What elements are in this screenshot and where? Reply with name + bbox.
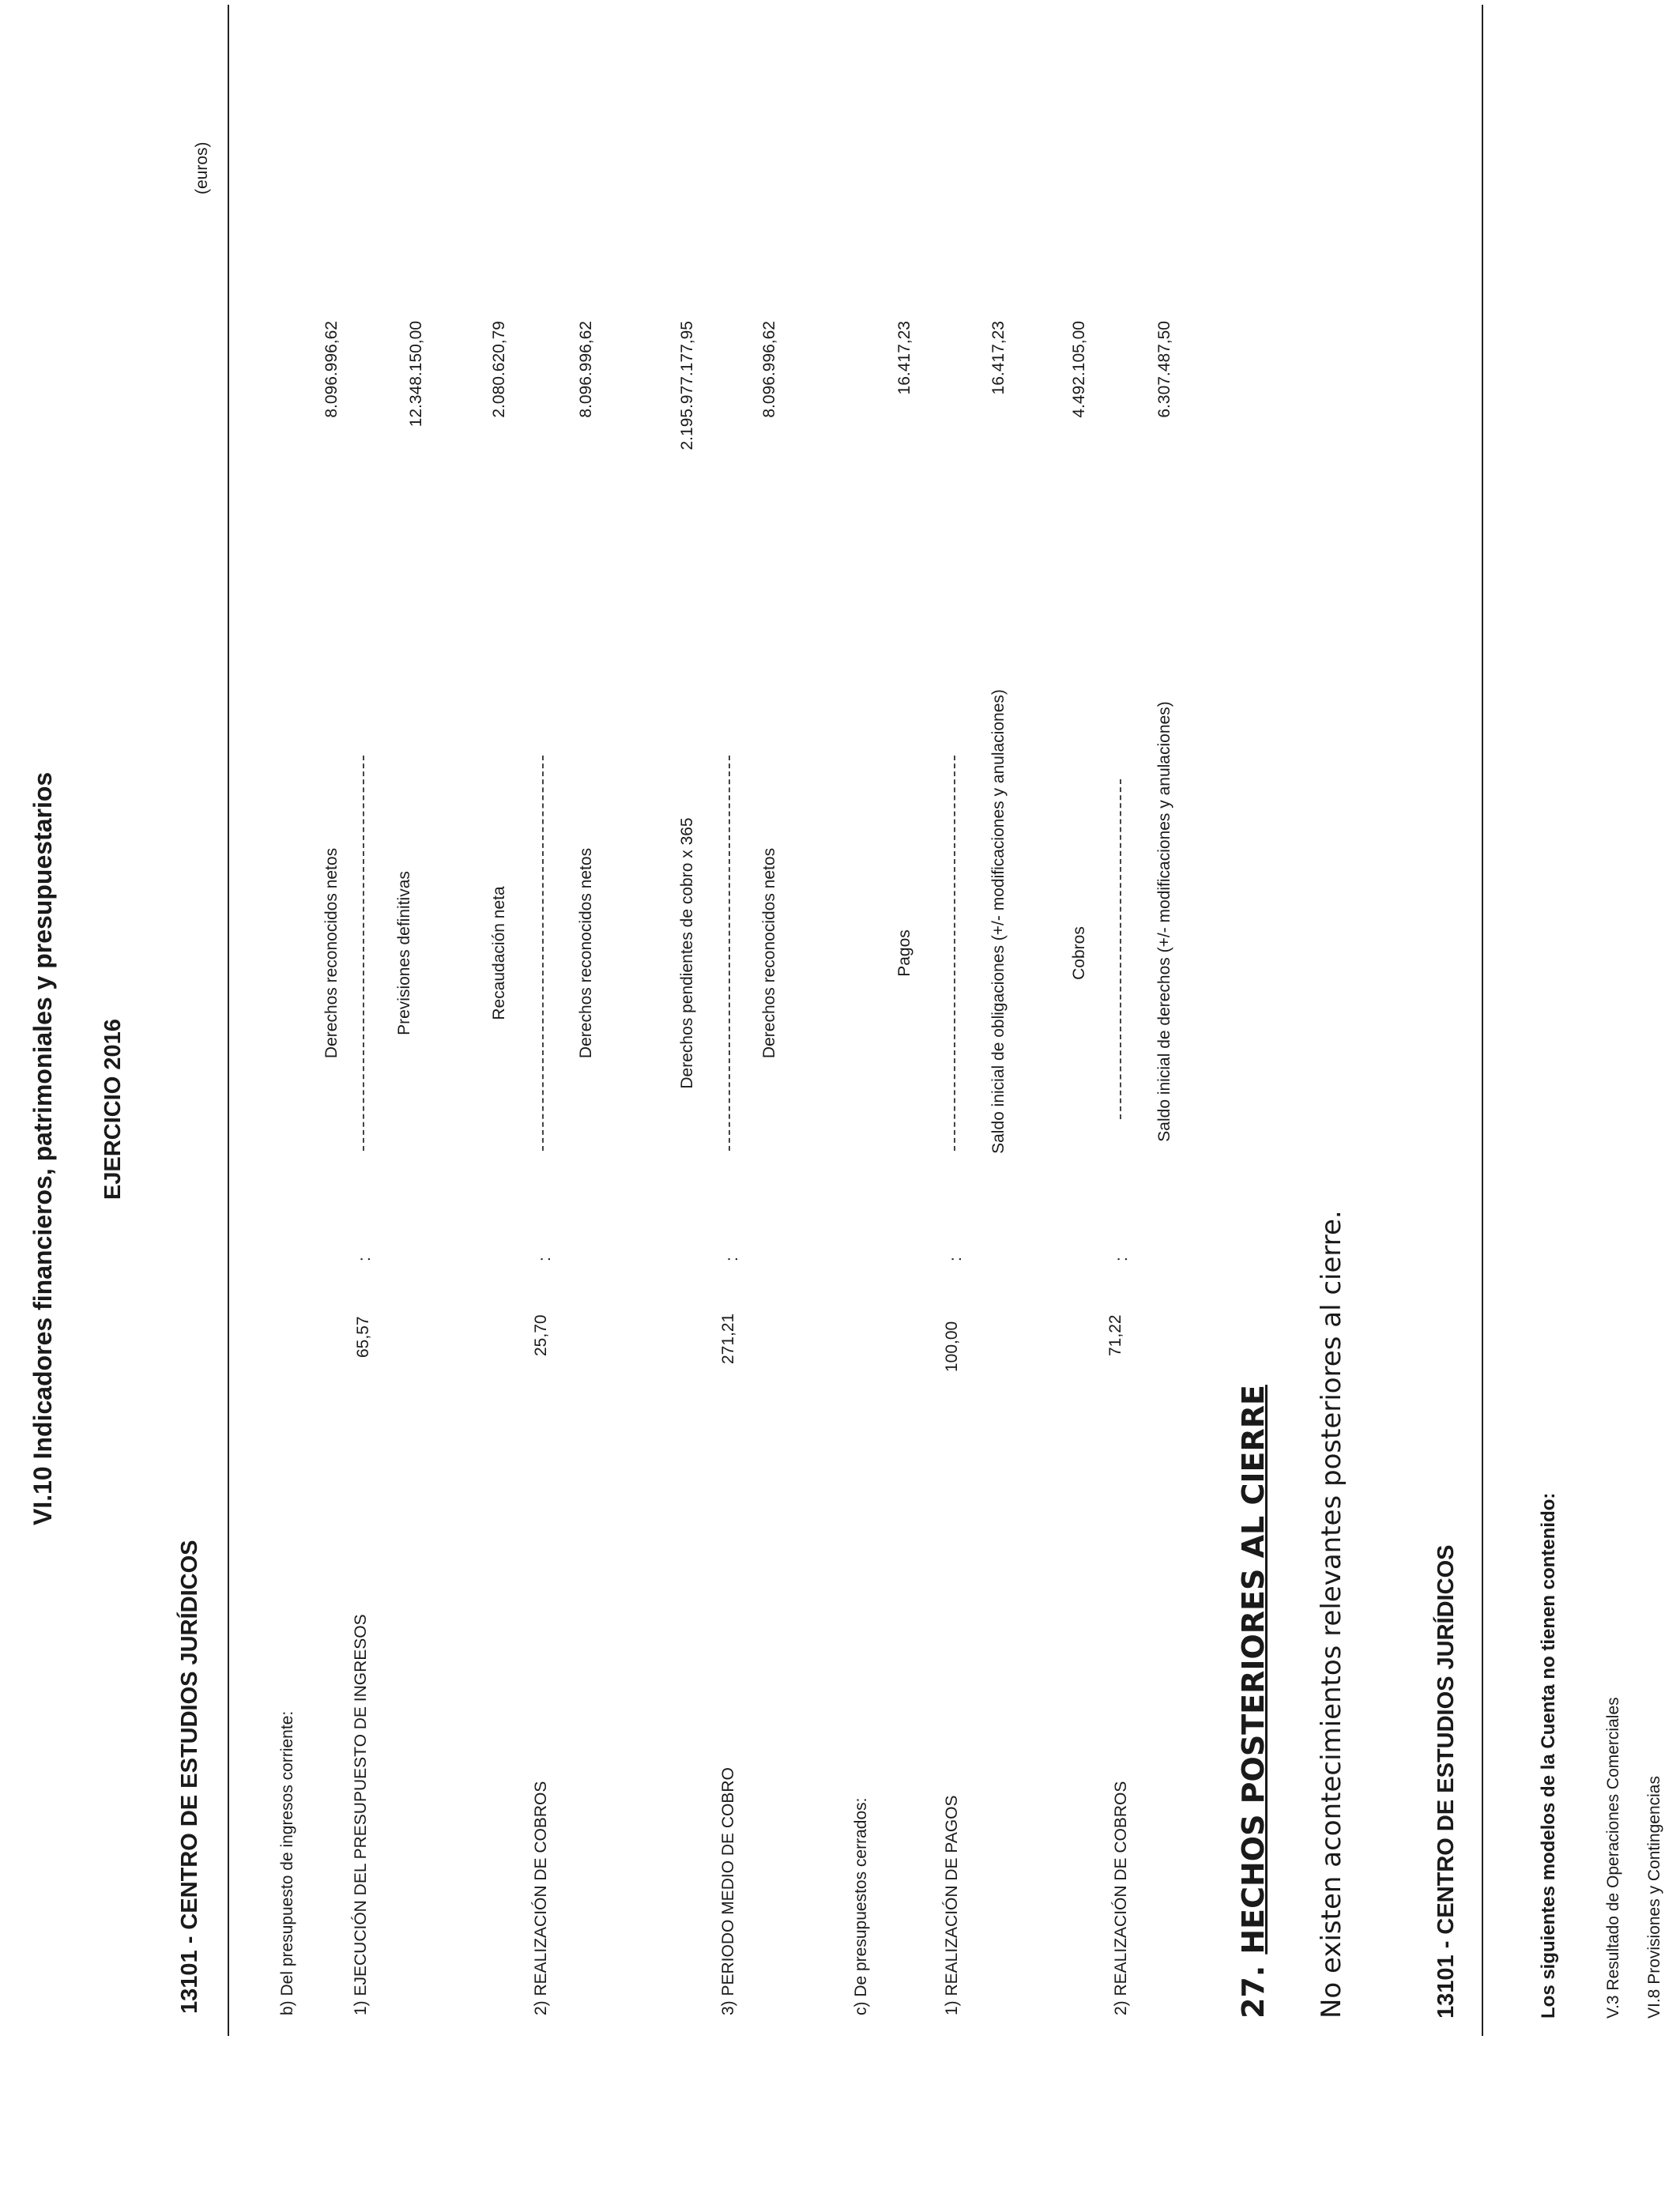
no-content-item: V.3 Resultado de Operaciones Comerciales <box>1604 1697 1622 2019</box>
numerator-label: Derechos reconocidos netos <box>322 847 341 1059</box>
top-rule <box>228 5 229 2036</box>
denominator-value: 16.417,23 <box>989 321 1008 395</box>
no-content-note: Los siguientes modelos de la Cuenta no tienen contenido: <box>1538 1492 1559 2019</box>
fraction-line <box>954 756 955 1151</box>
indicator-label: 1) EJECUCIÓN DEL PRESUPUESTO DE INGRESOS <box>352 1614 370 2015</box>
numerator-value: 2.080.620,79 <box>490 321 508 418</box>
numerator-value: 8.096.996,62 <box>322 321 341 418</box>
ratio-colon: : <box>356 1257 374 1261</box>
ratio-colon: : <box>723 1257 741 1261</box>
cerrados-subtitle: c) De presupuestos cerrados: <box>852 1797 870 2015</box>
centro-heading-2: 13101 - CENTRO DE ESTUDIOS JURÍDICOS <box>1433 1544 1459 2019</box>
numerator-label: Derechos pendientes de cobro x 365 <box>678 817 696 1089</box>
denominator-value: 8.096.996,62 <box>577 321 595 418</box>
indicator-label: 1) REALIZACIÓN DE PAGOS <box>943 1795 961 2015</box>
numerator-label: Pagos <box>895 929 913 977</box>
ratio-colon: : <box>1113 1257 1131 1261</box>
page-title: VI.10 Indicadores financieros, patrimoniales y presupuestarios <box>28 771 57 1525</box>
section-heading <box>1236 1385 1271 2019</box>
indicator-ratio: 65,57 <box>354 1316 372 1358</box>
ratio-colon: : <box>947 1257 965 1261</box>
denominator-label: Saldo inicial de derechos (+/- modificaciones y anulaciones) <box>1155 701 1173 1142</box>
numerator-value: 4.492.105,00 <box>1070 321 1088 418</box>
fraction-line <box>1120 779 1121 1119</box>
denominator-value: 8.096.996,62 <box>760 321 778 418</box>
ratio-colon: : <box>536 1257 554 1261</box>
denominator-label: Derechos reconocidos netos <box>577 847 595 1059</box>
fraction-line <box>729 756 730 1151</box>
denominator-value: 12.348.150,00 <box>407 321 425 428</box>
numerator-label: Recaudación neta <box>490 886 508 1020</box>
indicator-label: 3) PERIODO MEDIO DE COBRO <box>719 1767 737 2015</box>
section-body: No existen acontecimientos relevantes posteriores al cierre. <box>1316 1210 1347 2019</box>
indicator-ratio: 25,70 <box>532 1314 550 1356</box>
numerator-value: 16.417,23 <box>895 321 913 395</box>
units-label: (euros) <box>193 141 211 194</box>
no-content-item: VI.8 Provisiones y Contingencias <box>1645 1776 1663 2019</box>
indicator-ratio: 100,00 <box>943 1321 961 1372</box>
ejercicio-label: EJERCICIO 2016 <box>100 1019 126 1200</box>
denominator-value: 6.307.487,50 <box>1155 321 1173 418</box>
section-number: 27. <box>1236 1965 1271 2019</box>
centro-heading: 13101 - CENTRO DE ESTUDIOS JURÍDICOS <box>177 1540 202 2014</box>
indicator-label: 2) REALIZACIÓN DE COBROS <box>532 1781 550 2015</box>
indicator-ratio: 71,22 <box>1106 1314 1124 1356</box>
numerator-value: 2.195.977.177,95 <box>678 321 696 450</box>
denominator-label: Saldo inicial de obligaciones (+/- modificaciones y anulaciones) <box>989 689 1008 1154</box>
numerator-label: Cobros <box>1070 926 1088 980</box>
indicator-label: 2) REALIZACIÓN DE COBROS <box>1112 1781 1130 2015</box>
denominator-label: Derechos reconocidos netos <box>760 847 778 1059</box>
fraction-line <box>542 756 544 1151</box>
indicator-ratio: 271,21 <box>719 1313 737 1364</box>
bottom-rule <box>1482 5 1483 2036</box>
section-title: HECHOS POSTERIORES AL CIERRE <box>1236 1385 1271 1955</box>
fraction-line <box>363 756 364 1151</box>
corriente-subtitle: b) Del presupuesto de ingresos corriente: <box>278 1710 296 2015</box>
denominator-label: Previsiones definitivas <box>395 871 413 1035</box>
